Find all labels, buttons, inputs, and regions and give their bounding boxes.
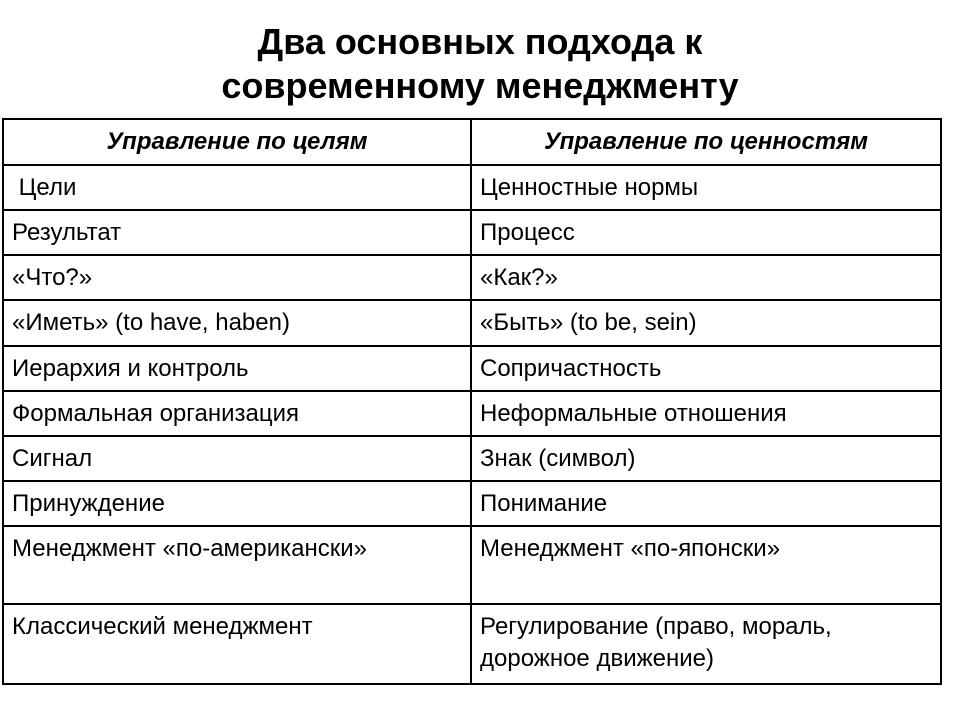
table-cell: Иерархия и контроль: [3, 346, 471, 391]
table-header-row: [3, 119, 941, 165]
table-cell: Понимание: [471, 481, 941, 526]
table-row: [3, 255, 941, 300]
table-cell: Менеджмент «по-американски»: [3, 526, 471, 604]
table-cell: «Быть» (to be, sein): [471, 300, 941, 346]
table-cell: Ценностные нормы: [471, 165, 941, 210]
table-cell: Результат: [3, 210, 471, 255]
table-cell: Регулирование (право, мораль, дорожное движение): [471, 604, 941, 684]
title-line-2: современному менеджменту: [221, 65, 739, 106]
table-cell: Неформальные отношения: [471, 391, 941, 436]
table-cell: Классический менеджмент: [3, 604, 471, 684]
table-cell: «Иметь» (to have, haben): [3, 300, 471, 346]
table-row: [3, 526, 941, 604]
table-row: [3, 165, 941, 210]
page-title: [0, 20, 960, 108]
table-cell: Формальная организация: [3, 391, 471, 436]
table-cell: Процесс: [471, 210, 941, 255]
table-row: [3, 391, 941, 436]
column-header-goals: Управление по целям: [3, 119, 471, 165]
table-row: [3, 346, 941, 391]
title-line-1: Два основных подхода к: [257, 21, 703, 62]
table-cell: Сопричастность: [471, 346, 941, 391]
table-row: [3, 604, 941, 684]
table-row: [3, 436, 941, 481]
table-cell: Принуждение: [3, 481, 471, 526]
table-cell: Знак (символ): [471, 436, 941, 481]
table-row: [3, 210, 941, 255]
table-row: [3, 481, 941, 526]
table-cell: Сигнал: [3, 436, 471, 481]
table-row: [3, 300, 941, 346]
column-header-values: Управление по ценностям: [471, 119, 941, 165]
table-cell: «Как?»: [471, 255, 941, 300]
table-cell: Менеджмент «по-японски»: [471, 526, 941, 604]
table-cell: «Что?»: [3, 255, 471, 300]
comparison-table: [2, 118, 942, 685]
table-cell: Цели: [3, 165, 471, 210]
